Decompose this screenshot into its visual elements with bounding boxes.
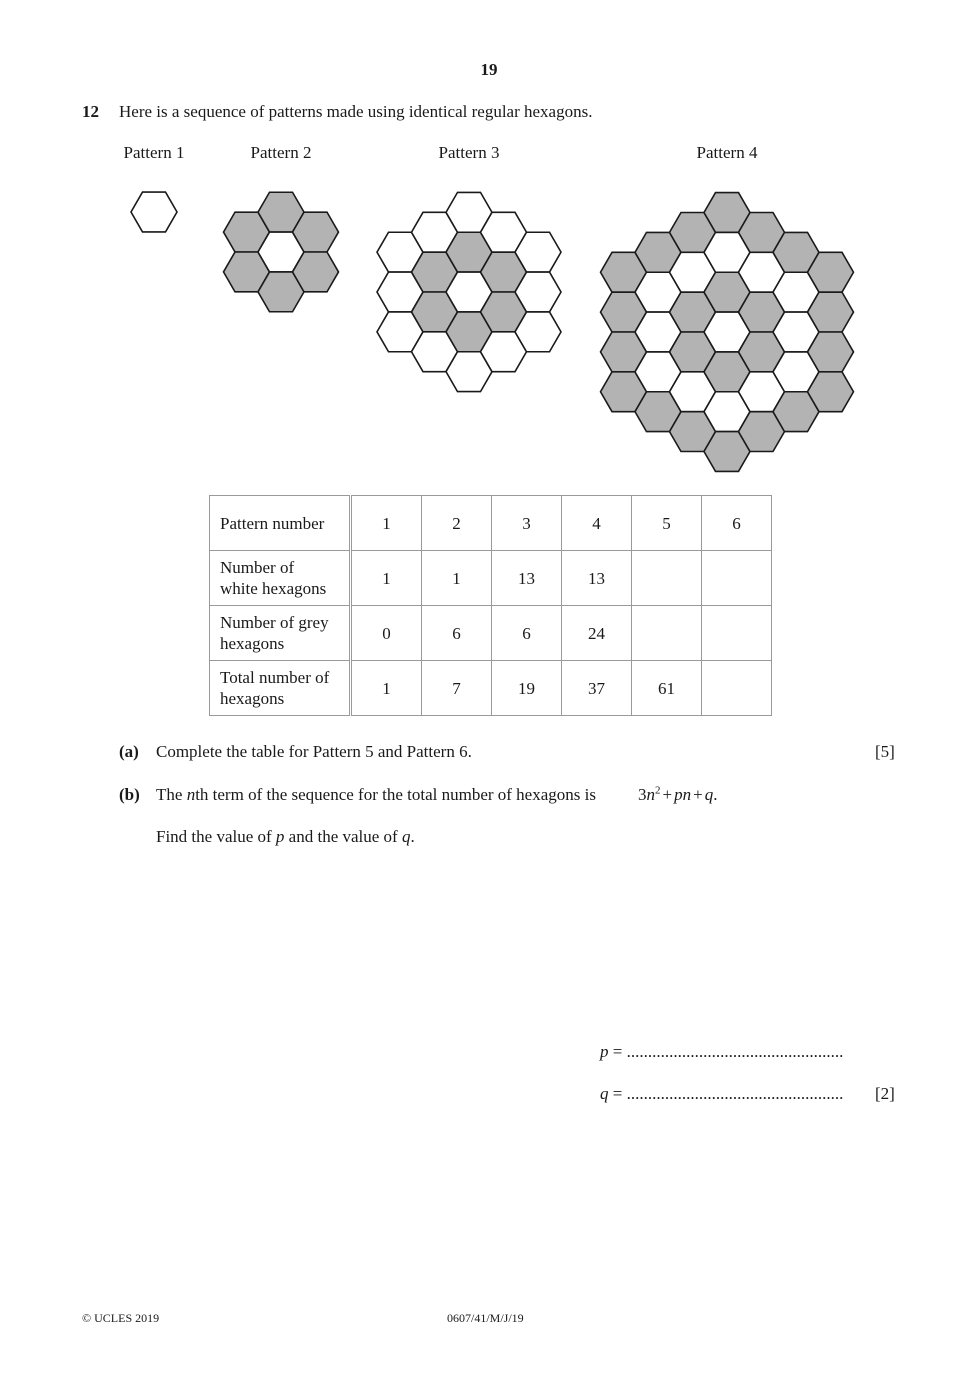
table-cell: 0 <box>351 606 422 661</box>
table-cell: 24 <box>562 606 632 661</box>
footer-code: 0607/41/M/J/19 <box>447 1311 524 1325</box>
part-a-label: (a) <box>119 742 139 761</box>
answer-q-field[interactable]: ................................................... <box>626 1084 844 1103</box>
answer-p-line: p = ................................................... <box>600 1042 844 1061</box>
row-header: Number of white hexagons <box>210 551 351 606</box>
row-header: Number of grey hexagons <box>210 606 351 661</box>
answer-cell[interactable] <box>702 606 772 661</box>
table-cell: 5 <box>632 496 702 551</box>
table-cell: 4 <box>562 496 632 551</box>
table-cell: 1 <box>351 496 422 551</box>
pattern-2-label: Pattern 2 <box>250 143 312 162</box>
table-cell: 3 <box>492 496 562 551</box>
table-row <box>210 496 772 551</box>
part-b-label: (b) <box>119 785 140 804</box>
white-hexagon <box>131 192 177 232</box>
part-a-text: Complete the table for Pattern 5 and Pattern 6. <box>156 742 472 761</box>
answer-cell[interactable] <box>702 661 772 716</box>
table-cell: 6 <box>422 606 492 661</box>
part-b-find-text: Find the value of p and the value of q. <box>156 827 415 846</box>
table-cell: 13 <box>562 551 632 606</box>
pattern-3-label: Pattern 3 <box>438 143 500 162</box>
table-cell: 1 <box>351 551 422 606</box>
part-b-marks: [2] <box>875 1084 895 1103</box>
part-a-marks: [5] <box>875 742 895 761</box>
table-cell: 13 <box>492 551 562 606</box>
table-cell: 7 <box>422 661 492 716</box>
table-cell: 6 <box>702 496 772 551</box>
nth-term-expression: $3n^2$ + pn + q. <box>638 784 718 804</box>
table-cell: 2 <box>422 496 492 551</box>
footer-copyright: © UCLES 2019 <box>82 1311 160 1325</box>
page-number: 19 <box>480 60 498 79</box>
row-header: Pattern number <box>210 496 351 551</box>
answer-q-line: q = ................................................... <box>600 1084 844 1103</box>
question-text: Here is a sequence of patterns made using identical regular hexagons. <box>119 102 593 121</box>
answer-cell[interactable] <box>702 551 772 606</box>
pattern-4-label: Pattern 4 <box>696 143 758 162</box>
table-row <box>210 606 772 661</box>
pattern-3-figure <box>377 192 561 391</box>
part-b-text: The nth term of the sequence for the total number of hexagons is <box>156 785 596 804</box>
pattern-4-figure <box>601 193 854 472</box>
table-cell: 1 <box>422 551 492 606</box>
pattern-1-figure <box>131 192 177 232</box>
pattern-1-label: Pattern 1 <box>123 143 185 162</box>
answer-cell[interactable] <box>632 606 702 661</box>
table-cell: 61 <box>632 661 702 716</box>
answer-cell[interactable] <box>632 551 702 606</box>
hexagon-patterns <box>0 0 978 480</box>
pattern-2-figure <box>224 192 339 312</box>
table-row <box>210 661 772 716</box>
table-cell: 6 <box>492 606 562 661</box>
table-cell: 37 <box>562 661 632 716</box>
hexagon-table <box>209 495 772 716</box>
row-header: Total number of hexagons <box>210 661 351 716</box>
table-row <box>210 551 772 606</box>
table-cell: 1 <box>351 661 422 716</box>
answer-p-field[interactable]: ................................................... <box>626 1042 844 1061</box>
table-cell: 19 <box>492 661 562 716</box>
question-number: 12 <box>82 102 99 121</box>
